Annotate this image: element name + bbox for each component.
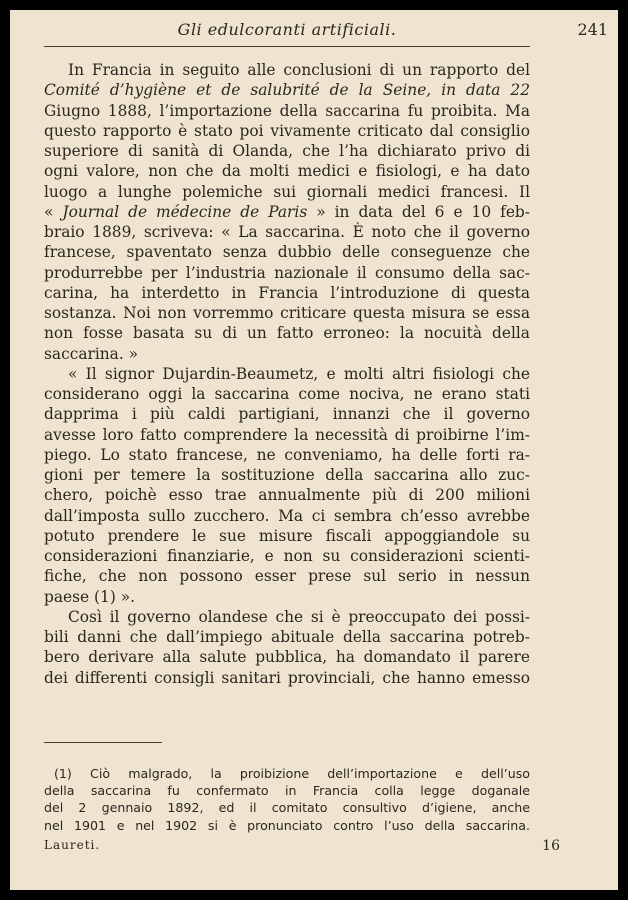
text-line-rest: d’hygiène et de salubrité de la Seine, in data 22 (109, 81, 530, 100)
text-line: sostanza. Noi non vorremmo criticare questa misura se essa (44, 304, 530, 322)
text-line: fiche, che non possono esser prese sul serio in nessun (44, 567, 530, 586)
text-line: dei differenti consigli sanitari provinciali, che hanno emesso (44, 668, 530, 687)
text-line: considerazioni finanziarie, e non su considerazioni scienti- (44, 547, 530, 565)
text-line: « Il signor Dujardin-Beaumetz, e molti altri fisiologi che (68, 364, 530, 383)
text-line: piego. Lo stato francese, ne conveniamo, ha delle forti ra- (44, 445, 530, 464)
running-header (44, 20, 608, 46)
book-page (10, 10, 618, 890)
body-text (44, 60, 530, 688)
text-line: « Journal de médecine de Paris » in data del 6 e 10 feb- (44, 202, 530, 221)
footnote-line: della saccarina fu confermato in Francia colla legge doganale (44, 783, 530, 799)
text-line: avesse loro fatto comprendere la necessità di proibirne l’im- (44, 425, 530, 444)
text-line (44, 80, 530, 100)
text-line: paese (1) ». (44, 587, 136, 606)
text-line: considerano oggi la saccarina come nociva, ne erano stati (44, 385, 530, 403)
text-line: questo rapporto è stato poi vivamente criticato dal consiglio (44, 121, 530, 140)
text-line: gioni per temere la sostituzione della saccarina allo zuc- (44, 466, 530, 484)
text-line: bero derivare alla salute pubblica, ha domandato il parere (44, 648, 530, 667)
sheet-number: 16 (542, 838, 560, 854)
text-line: dapprima i più caldi partigiani, innanzi che il governo (44, 405, 530, 424)
page-footer (44, 838, 560, 858)
text-line: potuto prendere le sue misure fiscali appoggiandole su (44, 526, 530, 545)
text-line: Così il governo olandese che si è preoccupato dei possi- (68, 607, 530, 626)
footnote (44, 765, 530, 834)
header-rule (44, 46, 530, 47)
text-line: chero, poichè esso trae annualmente più di 200 milioni (44, 486, 530, 505)
text-line: Giugno 1888, l’importazione della saccarina fu proibita. Ma (44, 101, 530, 120)
text-line: luogo a lunghe polemiche sui giornali medici francesi. Il (44, 182, 530, 201)
text-line: braio 1889, scriveva: « La saccarina. È noto che il governo (44, 223, 530, 241)
journal-title: Journal de médecine de Paris (62, 202, 308, 221)
footnote-line: nel 1901 e nel 1902 si è pronunciato contro l’uso della saccarina. (44, 817, 530, 833)
running-title: Gli edulcoranti artificiali. (177, 20, 397, 39)
text-line: In Francia in seguito alle conclusioni di un rapporto del (68, 61, 530, 79)
italic-term: Comité (44, 81, 100, 100)
page-number: 241 (577, 20, 608, 39)
text-line: superiore di sanità di Olanda, che l’ha dichiarato privo di (44, 142, 530, 160)
footnote-line: del 2 gennaio 1892, ed il comitato consultivo d’igiene, anche (44, 800, 530, 816)
text-line: bili danni che dall’impiego abituale della saccarina potreb- (44, 628, 530, 646)
signature-mark: Laureti. (44, 838, 101, 852)
text-line: dall’imposta sullo zucchero. Ma ci sembra ch’esso avrebbe (44, 506, 530, 525)
text-line: francese, spaventato senza dubbio delle conseguenze che (44, 243, 530, 262)
text-line: saccarina. » (44, 344, 139, 363)
text-line: produrrebbe per l’industria nazionale il consumo della sac- (44, 263, 530, 282)
text-line: ogni valore, non che da molti medici e fisiologi, e ha dato (44, 162, 530, 181)
text-line: carina, ha interdetto in Francia l’introduzione di questa (44, 283, 530, 302)
footnote-rule (44, 742, 162, 743)
footnote-line: (1) Ciò malgrado, la proibizione dell’importazione e dell’uso (54, 766, 530, 781)
text-line: non fosse basata su di un fatto erroneo: la nocuità della (44, 324, 530, 343)
